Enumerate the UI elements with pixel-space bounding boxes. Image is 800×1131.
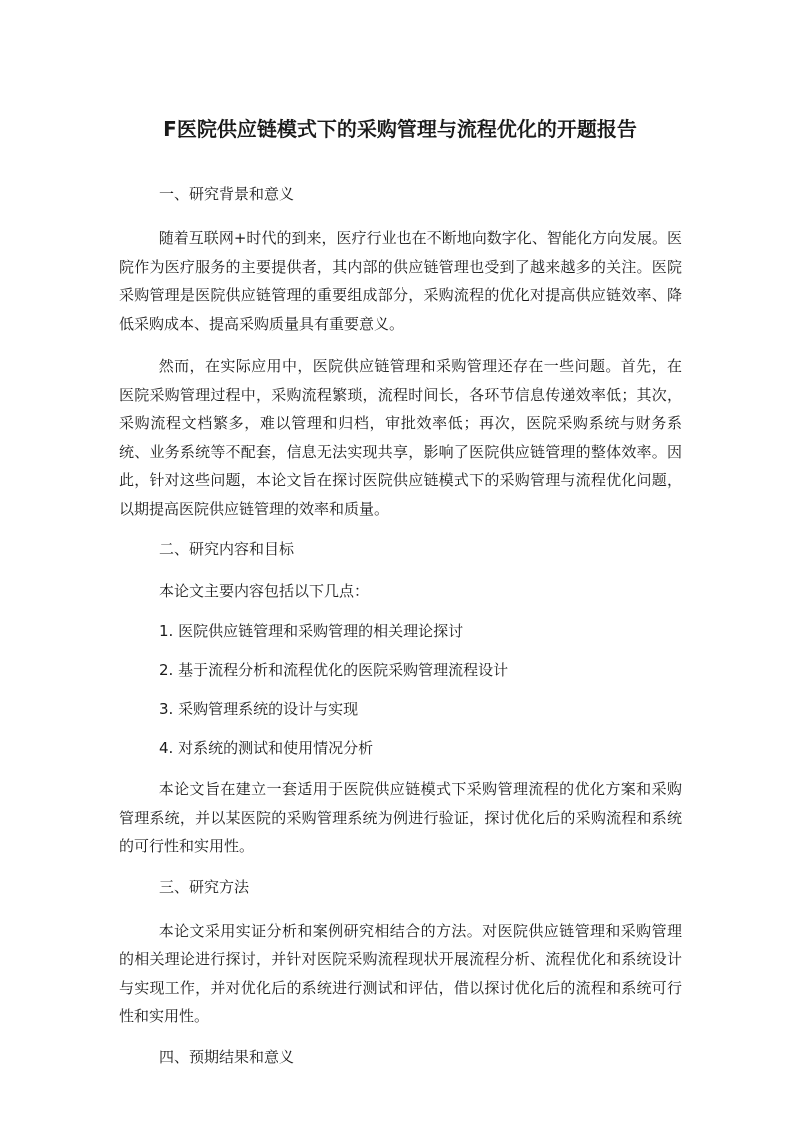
paragraph-background-2: 然而，在实际应用中，医院供应链管理和采购管理还存在一些问题。首先，在医院采购管理过程中，采购流程繁琐，流程时间长，各环节信息传递效率低；其次，采购流程文档繁多，难以管理和归档，审批效率低；再次，医院采购系统与财务系统、业务系统等不配套，信息无法实现共享，影响了医院供应链管理的整体效率。因此，针对这些问题，本论文旨在探讨医院供应链模式下的采购管理与流程优化问题，以期提高医院供应链管理的效率和质量。 bbox=[119, 357, 682, 518]
paragraph-methods: 本论文采用实证分析和案例研究相结合的方法。对医院供应链管理和采购管理的相关理论进行探讨，并针对医院采购流程现状开展流程分析、流程优化和系统设计与实现工作，并对优化后的系统进行测试和评估，借以探讨优化后的流程和系统可行性和实用性。 bbox=[119, 921, 682, 1025]
section-heading-content-goals: 二、研究内容和目标 bbox=[159, 540, 295, 558]
paragraph-goals: 本论文旨在建立一套适用于医院供应链模式下采购管理流程的优化方案和采购管理系统，并以某医院的采购管理系统为例进行验证，探讨优化后的采购流程和系统的可行性和实用性。 bbox=[119, 780, 682, 855]
section-heading-expected-results: 四、预期结果和意义 bbox=[159, 1047, 295, 1066]
content-list bbox=[119, 619, 682, 760]
paragraph-content-intro: 本论文主要内容包括以下几点： bbox=[159, 582, 370, 600]
list-item: 2. 基于流程分析和流程优化的医院采购管理流程设计 bbox=[159, 661, 509, 679]
section-heading-background: 一、研究背景和意义 bbox=[159, 185, 295, 203]
document-body bbox=[119, 182, 682, 1087]
paragraph-background-1: 随着互联网+时代的到来，医疗行业也在不断地向数字化、智能化方向发展。医院作为医疗服务的主要提供者，其内部的供应链管理也受到了越来越多的关注。医院采购管理是医院供应链管理的重要组成部分，采购流程的优化对提高供应链效率、降低采购成本、提高采购质量具有重要意义。 bbox=[119, 229, 682, 333]
list-item: 3. 采购管理系统的设计与实现 bbox=[159, 700, 359, 718]
list-item: 4. 对系统的测试和使用情况分析 bbox=[159, 739, 374, 757]
page-title: F医院供应链模式下的采购管理与流程优化的开题报告 bbox=[163, 117, 637, 141]
section-heading-methods: 三、研究方法 bbox=[159, 877, 250, 896]
list-item: 1. 医院供应链管理和采购管理的相关理论探讨 bbox=[159, 622, 464, 640]
